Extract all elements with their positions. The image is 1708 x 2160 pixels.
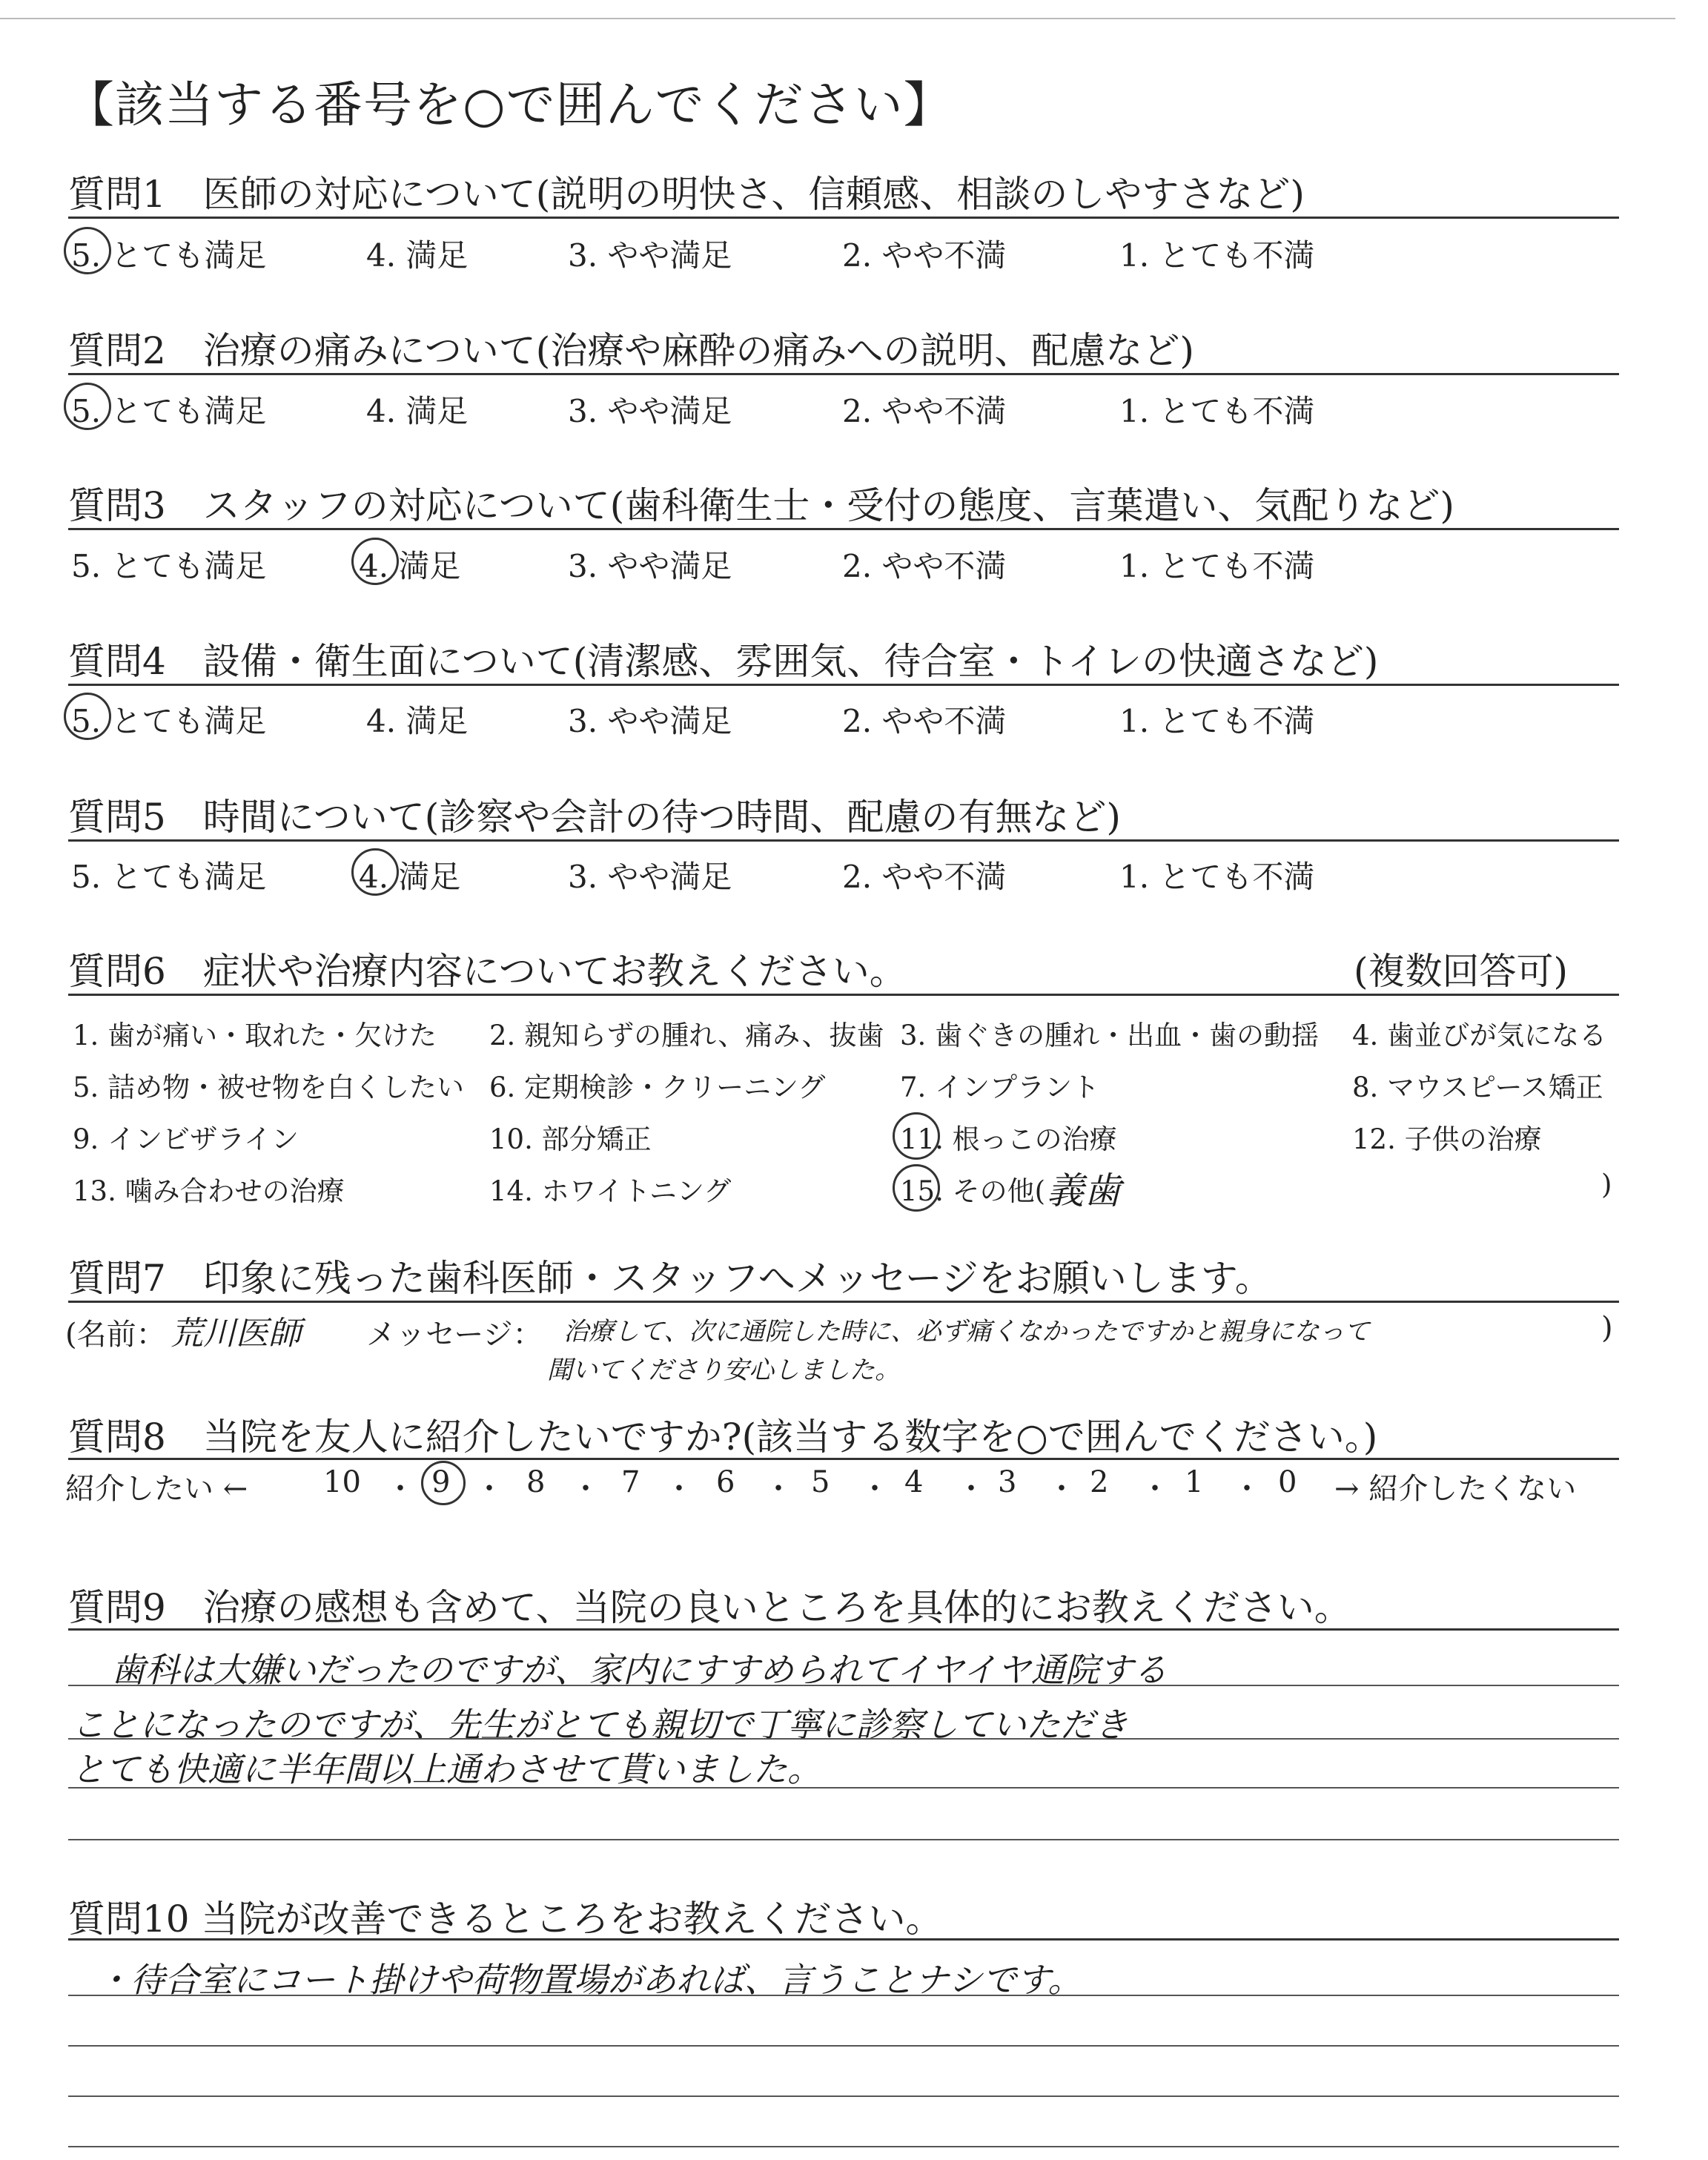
q6-item-7[interactable]: 7. インプラント [900, 1071, 1100, 1103]
q6-item-2[interactable]: 2. 親知らずの腫れ、痛み、抜歯 [489, 1020, 884, 1051]
q3-title: 質問3 スタッフの対応について(歯科衛生士・受付の態度、言葉遣い、気配りなど) [68, 484, 1454, 527]
q6-item-15-other[interactable]: 15. その他( [900, 1169, 1045, 1209]
q8-scale-8[interactable]: 8 [526, 1465, 546, 1499]
q4-option-1[interactable]: 1. とても不満 [1119, 703, 1315, 739]
q8-left-label: 紹介したい ← [65, 1472, 248, 1506]
q8-dot: ・ [571, 1472, 600, 1506]
q7-title: 質問7 印象に残った歯科医師・スタッフへメッセージをお願いします。 [68, 1257, 1272, 1300]
q3-rule [68, 528, 1619, 530]
q8-scale-6[interactable]: 6 [716, 1465, 735, 1499]
q1-option-4[interactable]: 4. 満足 [366, 237, 469, 274]
q9-title: 質問9 治療の感想も含めて、当院の良いところを具体的にお教えください。 [68, 1586, 1351, 1629]
q8-dot: ・ [385, 1472, 415, 1506]
q1-option-3[interactable]: 3. やや満足 [568, 237, 732, 274]
q3-option-2[interactable]: 2. やや不満 [842, 548, 1007, 584]
q2-option-3[interactable]: 3. やや満足 [568, 393, 732, 429]
q4-rule [68, 684, 1619, 686]
q7-close-paren: ) [1601, 1311, 1613, 1345]
q8-scale-1[interactable]: 1 [1185, 1465, 1204, 1499]
q9-rule-2 [68, 1685, 1619, 1686]
q2-option-2[interactable]: 2. やや不満 [842, 393, 1007, 429]
q10-rule-4 [68, 2095, 1619, 2097]
q1-title: 質問1 医師の対応について(説明の明快さ、信頼感、相談のしやすさなど) [68, 173, 1305, 216]
q8-dot: ・ [1232, 1472, 1262, 1506]
q7-message-line-1[interactable]: 治療して、次に通院した時に、必ず痛くなかったですかと親身になって [563, 1317, 1370, 1347]
q8-scale-9[interactable]: 9 [431, 1465, 451, 1499]
q5-option-2[interactable]: 2. やや不満 [842, 859, 1007, 895]
form-heading: 【該当する番号を○で囲んでください】 [65, 76, 953, 133]
q8-scale-2[interactable]: 2 [1090, 1465, 1109, 1499]
q8-scale-0[interactable]: 0 [1278, 1465, 1297, 1499]
q8-dot: ・ [474, 1472, 504, 1506]
q4-option-3[interactable]: 3. やや満足 [568, 703, 732, 739]
q7-message-line-2[interactable]: 聞いてくださり安心しました。 [547, 1355, 900, 1385]
q2-option-1[interactable]: 1. とても不満 [1119, 393, 1315, 429]
q10-rule-1 [68, 1938, 1619, 1941]
q5-option-5[interactable]: 5. とても満足 [71, 859, 267, 895]
q8-dot: ・ [1140, 1472, 1170, 1506]
q8-dot: ・ [764, 1472, 793, 1506]
q2-rule [68, 373, 1619, 375]
q10-title: 質問10 当院が改善できるところをお教えください。 [68, 1898, 943, 1941]
q3-option-5[interactable]: 5. とても満足 [71, 548, 267, 584]
q6-item-4[interactable]: 4. 歯並びが気になる [1352, 1020, 1607, 1051]
q10-rule-5 [68, 2146, 1619, 2147]
q4-option-2[interactable]: 2. やや不満 [842, 703, 1007, 739]
q6-rule [68, 994, 1619, 996]
q2-option-5[interactable]: 5. とても満足 [71, 387, 266, 432]
q9-answer-line-3[interactable]: とても快適に半年間以上通わさせて貰いました。 [71, 1749, 821, 1789]
q5-title: 質問5 時間について(診察や会計の待つ時間、配慮の有無など) [68, 796, 1121, 839]
q7-message-label: メッセージ： [366, 1318, 543, 1352]
q10-answer-line-1[interactable]: ・待合室にコート掛けや荷物置場があれば、言うことナシです。 [96, 1960, 1082, 2000]
q9-answer-line-2[interactable]: ことになったのですが、先生がとても親切で丁寧に診察していただき [71, 1705, 1128, 1745]
q9-answer-line-1[interactable]: 歯科は大嫌いだったのですが、家内にすすめられてイヤイヤ通院する [111, 1650, 1168, 1690]
q6-item-8[interactable]: 8. マウスピース矯正 [1352, 1071, 1603, 1103]
q4-option-5[interactable]: 5. とても満足 [71, 697, 266, 742]
q6-item-9[interactable]: 9. インビザライン [73, 1123, 299, 1155]
q8-dot: ・ [860, 1472, 890, 1506]
q4-option-4[interactable]: 4. 満足 [366, 703, 469, 739]
q6-title: 質問6 症状や治療内容についてお教えください。 [68, 950, 907, 993]
q3-option-1[interactable]: 1. とても不満 [1119, 548, 1315, 584]
q6-item-12[interactable]: 12. 子供の治療 [1352, 1123, 1542, 1155]
q8-scale-7[interactable]: 7 [621, 1465, 640, 1499]
q8-rule [68, 1458, 1619, 1460]
q7-rule [68, 1301, 1619, 1303]
q2-title: 質問2 治療の痛みについて(治療や麻酔の痛みへの説明、配慮など) [68, 329, 1194, 372]
q8-scale-3[interactable]: 3 [998, 1465, 1017, 1499]
q3-option-3[interactable]: 3. やや満足 [568, 548, 732, 584]
q7-name-label: (名前： [65, 1318, 166, 1352]
q6-other-handwritten[interactable]: 義歯 [1047, 1169, 1121, 1212]
q6-item-14[interactable]: 14. ホワイトニング [489, 1175, 732, 1207]
page-top-edge [0, 18, 1675, 19]
q5-option-4[interactable]: 4. 満足 [359, 853, 460, 897]
q8-right-label: → 紹介したくない [1334, 1472, 1577, 1506]
q6-multiple-answer-note: (複数回答可) [1354, 950, 1569, 993]
q4-title: 質問4 設備・衛生面について(清潔感、雰囲気、待合室・トイレの快適さなど) [68, 640, 1379, 683]
q10-rule-2 [68, 1995, 1619, 1996]
q9-rule-5 [68, 1839, 1619, 1840]
q8-scale-4[interactable]: 4 [904, 1465, 924, 1499]
q8-title: 質問8 当院を友人に紹介したいですか?(該当する数字を○で囲んでください。) [68, 1416, 1378, 1459]
q6-item-10[interactable]: 10. 部分矯正 [489, 1123, 652, 1155]
q1-rule [68, 217, 1619, 219]
q9-rule-4 [68, 1787, 1619, 1789]
q8-scale-5[interactable]: 5 [811, 1465, 830, 1499]
q1-option-2[interactable]: 2. やや不満 [842, 237, 1007, 274]
q3-option-4[interactable]: 4. 満足 [359, 542, 460, 587]
q8-dot: ・ [664, 1472, 694, 1506]
q2-option-4[interactable]: 4. 満足 [366, 393, 469, 429]
q6-item-1[interactable]: 1. 歯が痛い・取れた・欠けた [73, 1020, 437, 1051]
q8-dot: ・ [1047, 1472, 1076, 1506]
q6-item-13[interactable]: 13. 噛み合わせの治療 [73, 1175, 345, 1207]
q1-option-5[interactable]: 5. とても満足 [71, 231, 266, 276]
q8-scale-10[interactable]: 10 [323, 1465, 361, 1499]
q5-rule [68, 839, 1619, 842]
q5-option-1[interactable]: 1. とても不満 [1119, 859, 1315, 895]
q6-item-3[interactable]: 3. 歯ぐきの腫れ・出血・歯の動揺 [900, 1020, 1320, 1051]
q8-dot: ・ [956, 1472, 986, 1506]
q9-rule-3 [68, 1738, 1619, 1740]
q6-item-5[interactable]: 5. 詰め物・被せ物を白くしたい [73, 1071, 465, 1103]
q10-rule-3 [68, 2045, 1619, 2047]
q7-name-handwritten[interactable]: 荒川医師 [171, 1315, 301, 1353]
q6-item-6[interactable]: 6. 定期検診・クリーニング [489, 1071, 826, 1103]
q1-option-1[interactable]: 1. とても不満 [1119, 237, 1315, 274]
q9-rule-1 [68, 1628, 1619, 1631]
q6-other-close-paren: ) [1601, 1169, 1612, 1200]
q6-item-11[interactable]: 11. 根っこの治療 [900, 1117, 1117, 1157]
q5-option-3[interactable]: 3. やや満足 [568, 859, 732, 895]
